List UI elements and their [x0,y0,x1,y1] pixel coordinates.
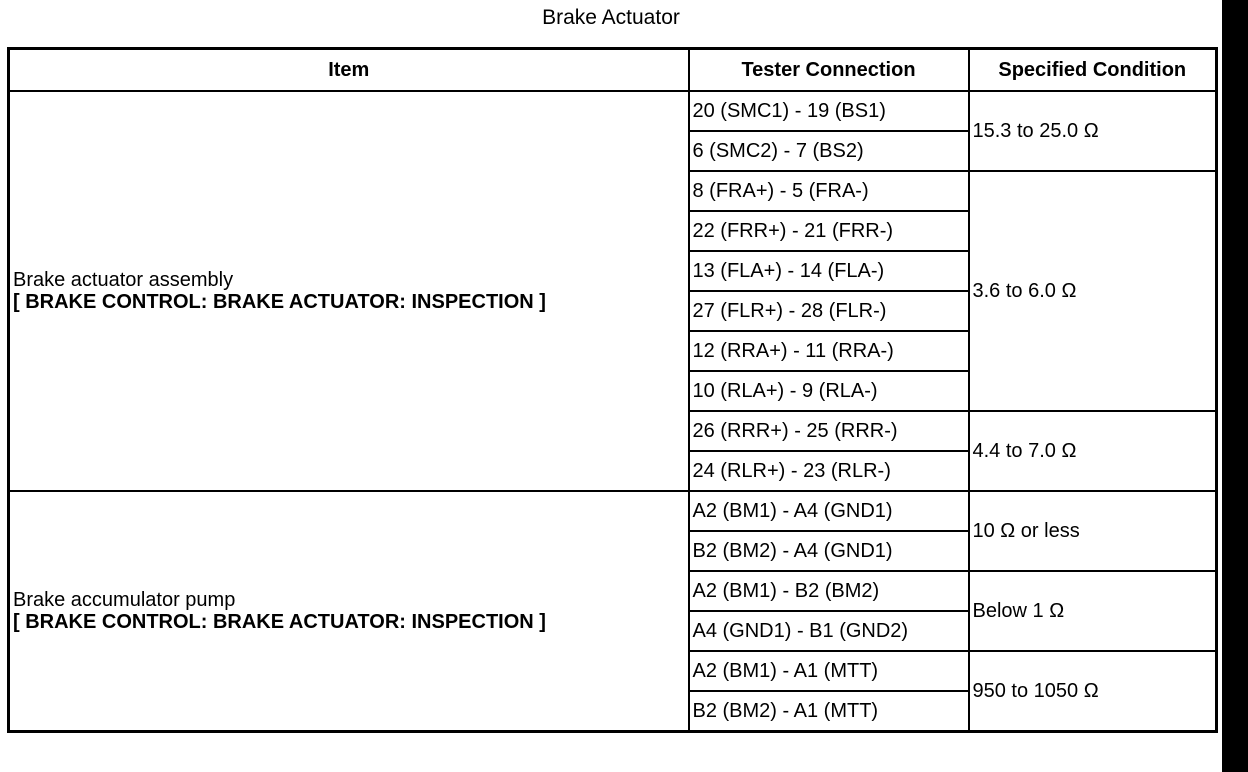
tester-connection-cell: 6 (SMC2) - 7 (BS2) [689,131,969,171]
table-caption: Brake Actuator [542,6,680,29]
specified-condition-cell: 950 to 1050 Ω [969,651,1217,732]
tester-connection-cell: 26 (RRR+) - 25 (RRR-) [689,411,969,451]
tester-connection-cell: A2 (BM1) - A4 (GND1) [689,491,969,531]
tester-connection-cell: 20 (SMC1) - 19 (BS1) [689,91,969,131]
tester-connection-cell: B2 (BM2) - A4 (GND1) [689,531,969,571]
tester-connection-cell: 22 (FRR+) - 21 (FRR-) [689,211,969,251]
item-reference-link[interactable]: [ BRAKE CONTROL: BRAKE ACTUATOR: INSPECTION ] [13,611,546,633]
tester-connection-cell: 27 (FLR+) - 28 (FLR-) [689,291,969,331]
table-row [9,91,1217,131]
tester-connection-cell: 10 (RLA+) - 9 (RLA-) [689,371,969,411]
item-cell-actuator [9,91,689,491]
tester-connection-cell: 8 (FRA+) - 5 (FRA-) [689,171,969,211]
tester-connection-cell: 24 (RLR+) - 23 (RLR-) [689,451,969,491]
item-reference-link[interactable]: [ BRAKE CONTROL: BRAKE ACTUATOR: INSPECTION ] [13,291,546,313]
tester-connection-cell: 13 (FLA+) - 14 (FLA-) [689,251,969,291]
item-name: Brake accumulator pump [13,589,236,611]
tester-connection-cell: A2 (BM1) - B2 (BM2) [689,571,969,611]
specified-condition-cell: 10 Ω or less [969,491,1217,571]
item-name: Brake actuator assembly [13,269,234,291]
header-specified-condition: Specified Condition [969,49,1217,92]
page-edge-bar [1222,0,1248,772]
table-row [9,491,1217,531]
tester-connection-cell: B2 (BM2) - A1 (MTT) [689,691,969,732]
table-header-row [9,49,1217,92]
tester-connection-cell: 12 (RRA+) - 11 (RRA-) [689,331,969,371]
specified-condition-cell: 3.6 to 6.0 Ω [969,171,1217,411]
specified-condition-cell: 4.4 to 7.0 Ω [969,411,1217,491]
tester-connection-cell: A2 (BM1) - A1 (MTT) [689,651,969,691]
header-item: Item [9,49,689,92]
specified-condition-cell: 15.3 to 25.0 Ω [969,91,1217,171]
item-cell-pump [9,491,689,732]
specified-condition-cell: Below 1 Ω [969,571,1217,651]
tester-connection-cell: A4 (GND1) - B1 (GND2) [689,611,969,651]
spec-table [7,47,1218,733]
header-tester-connection: Tester Connection [689,49,969,92]
